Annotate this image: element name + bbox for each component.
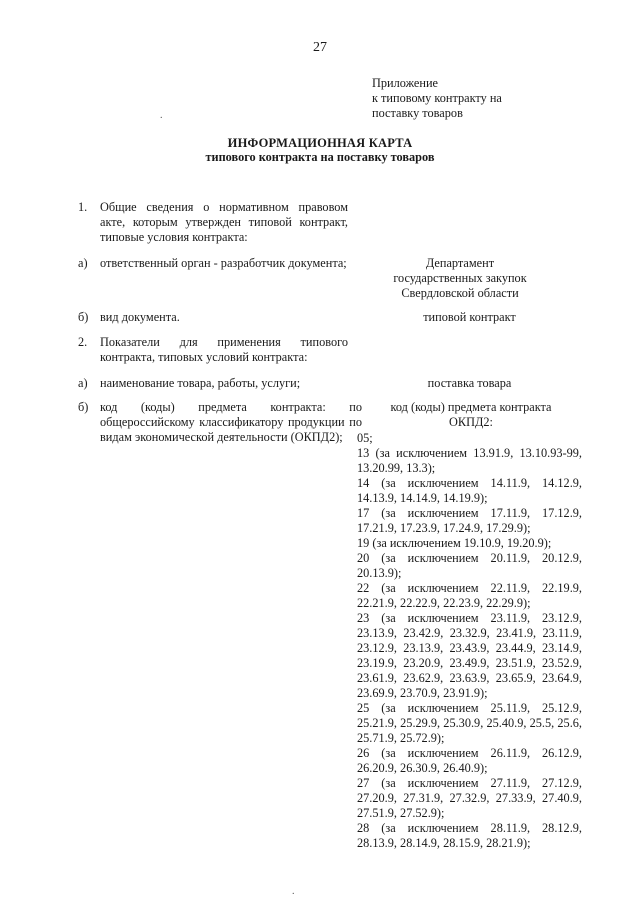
okpd-code: 20 (за исключением 20.11.9, 20.12.9, 20.13.9);	[357, 551, 582, 580]
okpd-code-list	[357, 431, 582, 851]
item-text: ответственный орган - разработчик документа;	[100, 256, 347, 270]
item-text: код (коды) предмета контракта: по общероссийскому классификатору продукции по видам экономической деятельности (ОКПД2);	[100, 400, 362, 444]
okpd-code: 14 (за исключением 14.11.9, 14.12.9, 14.13.9, 14.14.9, 14.19.9);	[357, 476, 582, 505]
appendix-line-2: к типовому контракту на	[372, 91, 502, 105]
okpd-code: 17 (за исключением 17.11.9, 17.12.9, 17.21.9, 17.23.9, 17.24.9, 17.29.9);	[357, 506, 582, 535]
okpd-code: 22 (за исключением 22.11.9, 22.19.9, 22.21.9, 22.22.9, 22.23.9, 22.29.9);	[357, 581, 582, 610]
appendix-note	[372, 76, 572, 121]
appendix-line-1: Приложение	[372, 76, 438, 90]
document-title: ИНФОРМАЦИОННАЯ КАРТА	[227, 136, 413, 150]
document-subtitle: типового контракта на поставку товаров	[205, 150, 435, 164]
item-number: б)	[78, 400, 89, 414]
page-number: 27	[313, 40, 327, 55]
item-value-heading: код (коды) предмета контракта ОКПД2:	[390, 400, 552, 429]
item-value: Департамент государственных закупок Свердловской области	[393, 256, 527, 300]
item-text: наименование товара, работы, услуги;	[100, 376, 301, 390]
item-text: Общие сведения о нормативном правовом акте, которым утвержден типовой контракт, типовые условия контракта:	[100, 200, 348, 244]
item-text: вид документа.	[100, 310, 180, 324]
item-number: а)	[78, 376, 88, 390]
item-number: 2.	[78, 335, 88, 349]
okpd-code: 26 (за исключением 26.11.9, 26.12.9, 26.20.9, 26.30.9, 26.40.9);	[357, 746, 582, 775]
item-text: Показатели для применения типового контракта, типовых условий контракта:	[100, 335, 348, 364]
appendix-line-3: поставку товаров	[372, 106, 463, 120]
okpd-code: 27 (за исключением 27.11.9, 27.12.9, 27.20.9, 27.31.9, 27.32.9, 27.33.9, 27.40.9, 27.51.9, 27.52.9);	[357, 776, 582, 820]
item-number: 1.	[78, 200, 88, 214]
okpd-code: 05;	[357, 431, 373, 445]
okpd-code: 25 (за исключением 25.11.9, 25.12.9, 25.21.9, 25.29.9, 25.30.9, 25.40.9, 25.5, 25.6, 25.71.9, 25.72.9);	[357, 701, 582, 745]
okpd-code: 28 (за исключением 28.11.9, 28.12.9, 28.13.9, 28.14.9, 28.15.9, 28.21.9);	[357, 821, 582, 850]
okpd-code: 19 (за исключением 19.10.9, 19.20.9);	[357, 536, 552, 550]
stray-mark: .	[160, 110, 163, 121]
item-value: поставка товара	[427, 376, 512, 390]
item-number: а)	[78, 256, 88, 270]
okpd-code: 13 (за исключением 13.91.9, 13.10.93-99, 13.20.99, 13.3);	[357, 446, 582, 475]
item-value: типовой контракт	[423, 310, 516, 324]
stray-mark: .	[292, 886, 295, 897]
item-number: б)	[78, 310, 89, 324]
okpd-code: 23 (за исключением 23.11.9, 23.12.9, 23.13.9, 23.42.9, 23.32.9, 23.41.9, 23.11.9, 23.12.9, 23.13.9, 23.43.9, 23.44.9, 23.14.9, 23.19.9, 23.20.9, 23.49.9, 23.51.9, 23.52.9, 23.61.9, 23.62.9, 23.63.9, 23.65.9, 23.64.9, 23.69.9, 23.70.9, 23.91.9);	[357, 611, 582, 700]
